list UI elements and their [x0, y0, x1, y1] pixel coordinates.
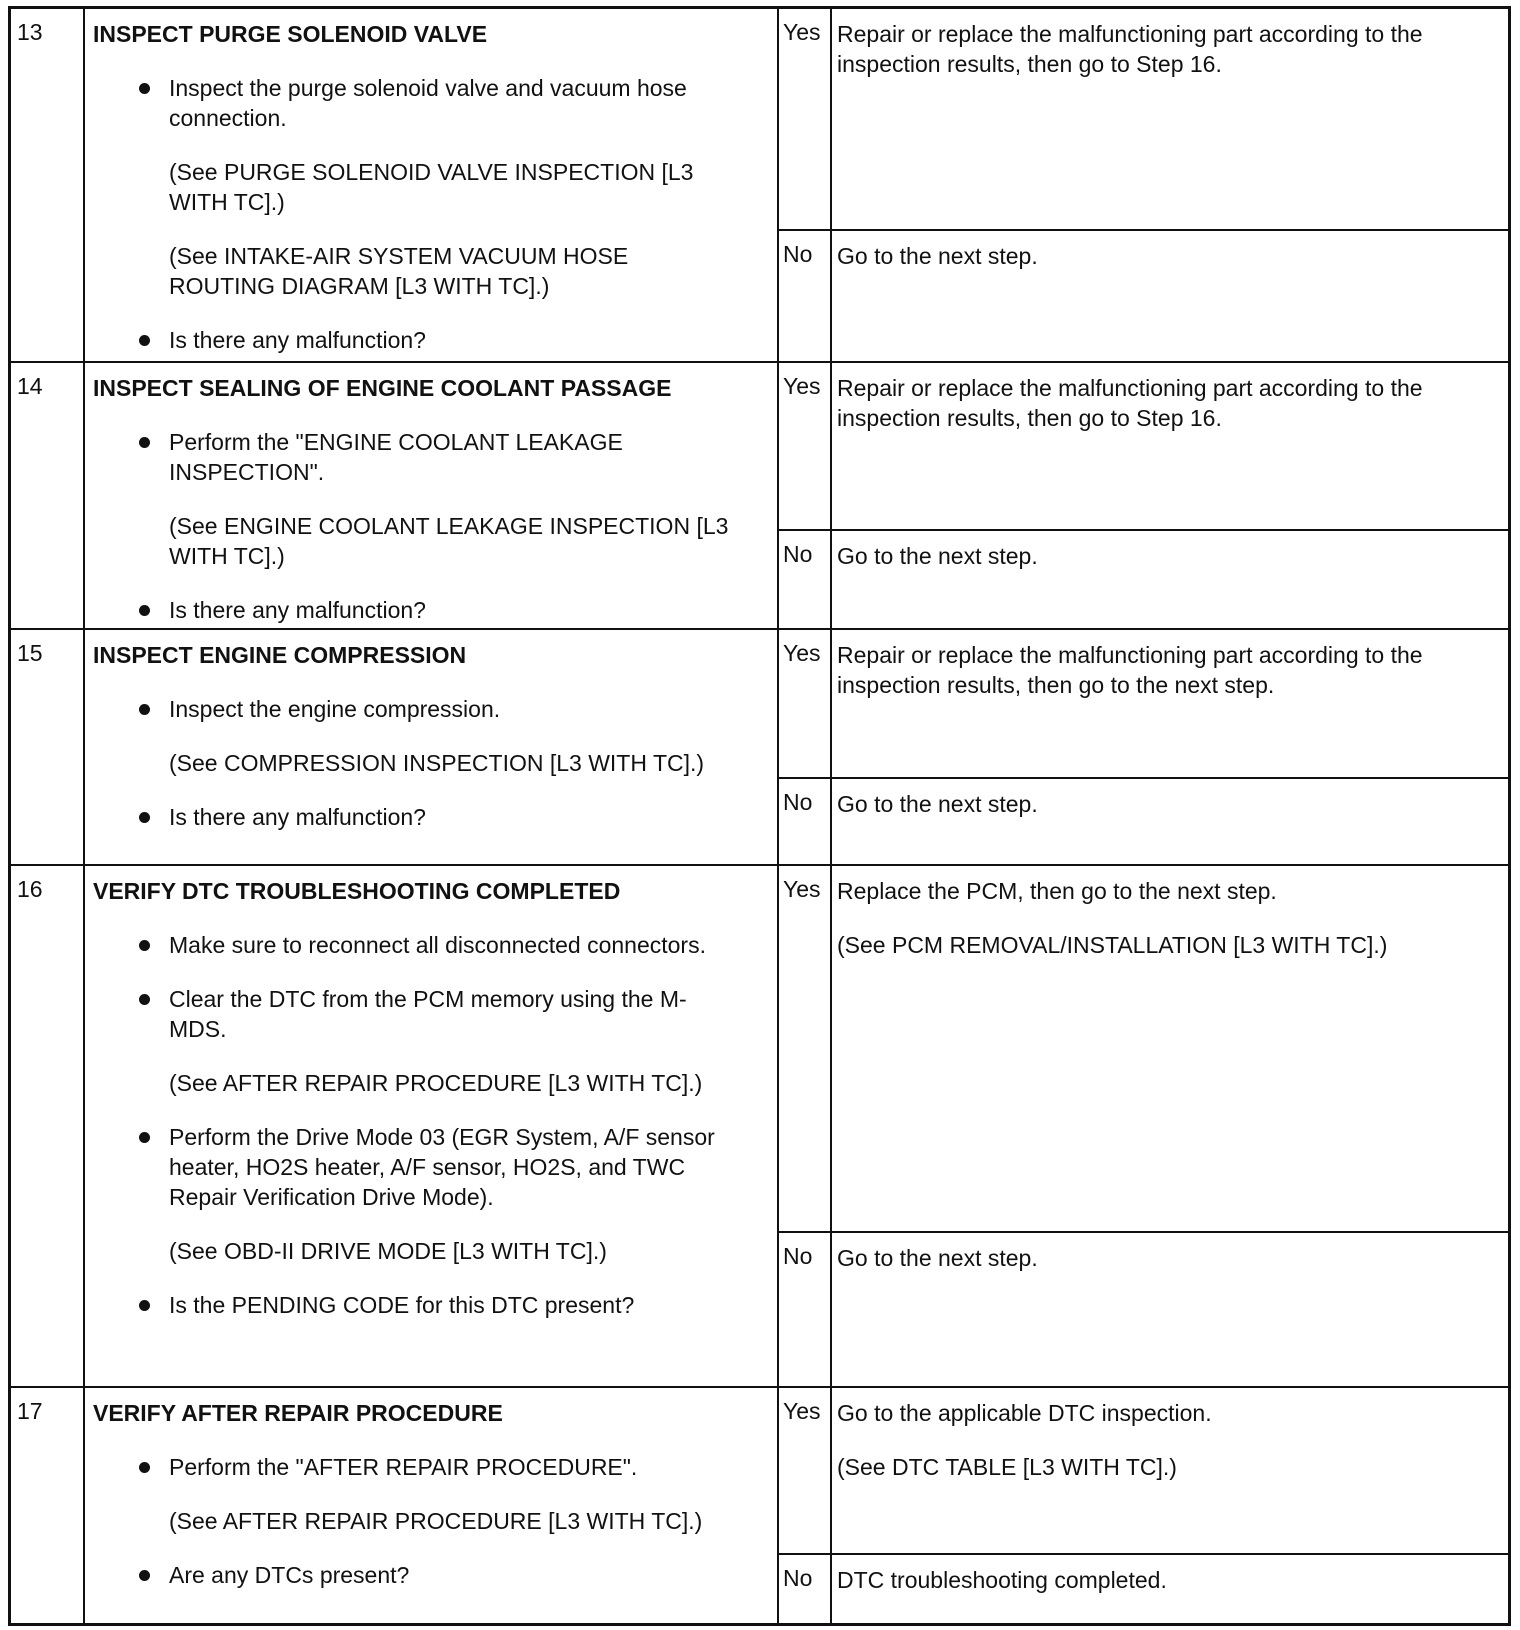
result-divider [777, 229, 1508, 231]
step-title: INSPECT ENGINE COMPRESSION [93, 642, 467, 668]
bullet-item: Perform the Drive Mode 03 (EGR System, A/F sensor heater, HO2S heater, A/F sensor, HO2S, and TWC Repair Verification Drive Mode). [93, 1122, 733, 1212]
reference-link[interactable]: (See PCM REMOVAL/INSTALLATION [L3 WITH TC].) [837, 932, 1388, 958]
step-number: 15 [17, 640, 43, 666]
reference-link[interactable]: (See AFTER REPAIR PROCEDURE [L3 WITH TC].) [169, 1508, 703, 1534]
result-divider [777, 777, 1508, 779]
result-divider [777, 1231, 1508, 1233]
bullet-item: Is there any malfunction? [93, 325, 733, 355]
step-title: VERIFY AFTER REPAIR PROCEDURE [93, 1400, 503, 1426]
step-row-13 [11, 9, 1508, 361]
step-description [93, 19, 733, 355]
reference-link[interactable]: (See AFTER REPAIR PROCEDURE [L3 WITH TC].) [169, 1070, 703, 1096]
yes-action: Replace the PCM, then go to the next step. (See PCM REMOVAL/INSTALLATION [L3 WITH TC].) [837, 876, 1497, 984]
reference-link[interactable]: (See OBD-II DRIVE MODE [L3 WITH TC].) [169, 1238, 607, 1264]
yes-label: Yes [783, 1398, 821, 1424]
no-action: Go to the next step. [837, 243, 1038, 269]
bullet-item: Are any DTCs present? [93, 1560, 733, 1590]
no-action: Go to the next step. [837, 543, 1038, 569]
step-description [93, 640, 733, 832]
yes-label: Yes [783, 876, 821, 902]
step-title: VERIFY DTC TROUBLESHOOTING COMPLETED [93, 878, 621, 904]
no-label: No [783, 1565, 813, 1591]
bullet-item: Perform the "AFTER REPAIR PROCEDURE". [93, 1452, 733, 1482]
step-row-16 [11, 864, 1508, 1386]
step-row-17 [11, 1386, 1508, 1623]
step-number: 14 [17, 373, 43, 399]
yes-action: Repair or replace the malfunctioning part according to the inspection results, then go to Step 16. [837, 375, 1423, 431]
reference-link[interactable]: (See DTC TABLE [L3 WITH TC].) [837, 1454, 1177, 1480]
yes-action: Go to the applicable DTC inspection. (See DTC TABLE [L3 WITH TC].) [837, 1398, 1497, 1506]
no-label: No [783, 789, 813, 815]
bullet-item: Is the PENDING CODE for this DTC present? [93, 1290, 733, 1320]
step-row-14 [11, 361, 1508, 628]
result-divider [777, 529, 1508, 531]
bullet-item: Is there any malfunction? [93, 802, 733, 832]
yes-label: Yes [783, 19, 821, 45]
yes-action: Repair or replace the malfunctioning part according to the inspection results, then go to the next step. [837, 642, 1423, 698]
bullet-item: Clear the DTC from the PCM memory using the M-MDS. [93, 984, 733, 1044]
reference-link[interactable]: (See PURGE SOLENOID VALVE INSPECTION [L3 WITH TC].) [169, 159, 694, 215]
bullet-item: Inspect the purge solenoid valve and vacuum hose connection. [93, 73, 733, 133]
step-number: 17 [17, 1398, 43, 1424]
yes-label: Yes [783, 640, 821, 666]
result-divider [777, 1553, 1508, 1555]
no-label: No [783, 541, 813, 567]
troubleshooting-table [8, 6, 1511, 1626]
bullet-item: Inspect the engine compression. [93, 694, 733, 724]
bullet-item: Perform the "ENGINE COOLANT LEAKAGE INSPECTION". [93, 427, 733, 487]
reference-link[interactable]: (See INTAKE-AIR SYSTEM VACUUM HOSE ROUTING DIAGRAM [L3 WITH TC].) [169, 243, 629, 299]
step-number: 13 [17, 19, 43, 45]
yes-action: Repair or replace the malfunctioning part according to the inspection results, then go to Step 16. [837, 21, 1423, 77]
step-row-15 [11, 628, 1508, 864]
no-action: DTC troubleshooting completed. [837, 1567, 1167, 1593]
step-description [93, 373, 733, 625]
step-title: INSPECT SEALING OF ENGINE COOLANT PASSAGE [93, 375, 672, 401]
yes-label: Yes [783, 373, 821, 399]
no-action: Go to the next step. [837, 1245, 1038, 1271]
step-description [93, 1398, 733, 1590]
step-number: 16 [17, 876, 43, 902]
bullet-item: Make sure to reconnect all disconnected connectors. [93, 930, 733, 960]
step-description [93, 876, 733, 1320]
step-title: INSPECT PURGE SOLENOID VALVE [93, 21, 488, 47]
reference-link[interactable]: (See COMPRESSION INSPECTION [L3 WITH TC].) [169, 750, 705, 776]
no-label: No [783, 241, 813, 267]
no-label: No [783, 1243, 813, 1269]
bullet-item: Is there any malfunction? [93, 595, 733, 625]
no-action: Go to the next step. [837, 791, 1038, 817]
reference-link[interactable]: (See ENGINE COOLANT LEAKAGE INSPECTION [L3 WITH TC].) [169, 513, 729, 569]
